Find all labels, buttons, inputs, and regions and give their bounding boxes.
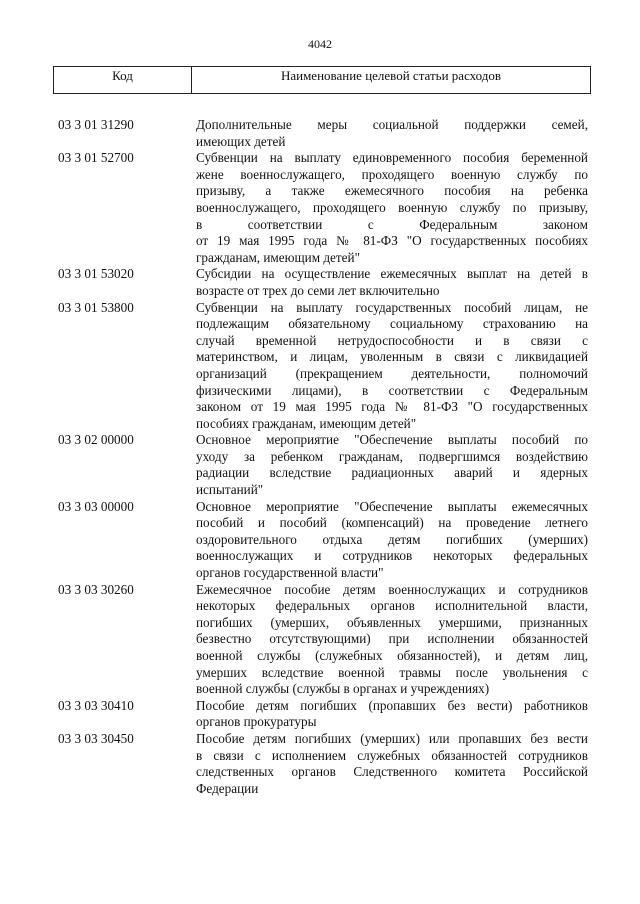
table-row xyxy=(58,117,588,150)
table-row xyxy=(58,150,588,266)
row-code: 03 3 03 30450 xyxy=(58,730,134,746)
row-name-line: военной службы (службы в органах и учреждениях) xyxy=(196,681,490,697)
row-name-line: военнослужащих и сотрудников некоторых федеральных xyxy=(196,548,588,564)
table-row xyxy=(58,499,588,582)
row-name-line: организаций (прекращением деятельности, полномочий xyxy=(196,365,588,381)
table-row xyxy=(58,432,588,498)
row-name xyxy=(196,266,588,299)
row-name-line: гражданам, имеющим детей" xyxy=(196,249,360,265)
row-name-line: пособий и пособий (компенсаций) на проведение летнего xyxy=(196,515,588,531)
row-name-line: органов государственной власти" xyxy=(196,565,384,581)
row-name-line: некоторых федеральных органов исполнительной власти, xyxy=(196,598,588,614)
row-name xyxy=(196,582,588,698)
row-name-line: призыву, а также ежемесячного пособия на ребенка xyxy=(196,183,588,199)
row-code: 03 3 03 30410 xyxy=(58,697,134,713)
row-code: 03 3 01 53020 xyxy=(58,266,134,282)
table-row xyxy=(58,582,588,698)
row-code: 03 3 03 00000 xyxy=(58,498,134,514)
row-code: 03 3 01 52700 xyxy=(58,150,134,166)
row-name-line: Дополнительные меры социальной поддержки семей, xyxy=(196,117,588,132)
row-name-line: возрасте от трех до семи лет включительно xyxy=(196,282,440,298)
row-name-line: погибших (умерших, объявленных умершими, признанных xyxy=(196,614,588,630)
row-code: 03 3 01 31290 xyxy=(58,117,134,132)
row-name-line: физическими лицами), в соответствии с Федеральным xyxy=(196,382,588,398)
row-code: 03 3 03 30260 xyxy=(58,581,134,597)
row-name-line: Основное мероприятие "Обеспечение выплаты ежемесячных xyxy=(196,498,588,514)
row-name xyxy=(196,432,588,498)
row-name-line: имеющих детей xyxy=(196,133,286,149)
row-name-line: от 19 мая 1995 года № 81-ФЗ "О государственных пособиях xyxy=(196,233,588,249)
row-name-line: Субвенции на выплату государственных пособий лицам, не xyxy=(196,299,588,315)
row-name-line: Ежемесячное пособие детям военнослужащих и сотрудников xyxy=(196,581,588,597)
row-code: 03 3 02 00000 xyxy=(58,432,134,448)
table-row xyxy=(58,300,588,433)
row-name xyxy=(196,150,588,266)
row-name-line: военной службы (служебных обязанностей), и детям лиц, xyxy=(196,648,588,663)
row-name-line: жене военнослужащего, проходящего военную службу по xyxy=(196,166,588,182)
row-name xyxy=(196,698,588,731)
row-name-line: подлежащим обязательному социальному страхованию на xyxy=(196,316,588,332)
row-name-line: Пособие детям погибших (пропавших без вести) работников xyxy=(196,697,588,713)
row-code: 03 3 01 53800 xyxy=(58,299,134,315)
row-name-line: законом от 19 мая 1995 года № 81-ФЗ "О государственных xyxy=(196,399,588,415)
row-name xyxy=(196,499,588,582)
row-name-line: следственных органов Следственного комитета Российской xyxy=(196,764,588,780)
row-name-line: безвестно отсутствующими) при исполнении обязанностей xyxy=(196,631,588,647)
row-name-line: Федерации xyxy=(196,780,259,796)
row-name-line: радиации вследствие радиационных аварий и ядерных xyxy=(196,465,588,481)
row-name-line: органов прокуратуры xyxy=(196,714,317,730)
row-name-line: в соответствии с Федеральным законом xyxy=(196,216,588,232)
table-row xyxy=(58,698,588,731)
table-header xyxy=(53,66,591,94)
row-name-line: уходу за ребенком гражданам, подвергшимся воздействию xyxy=(196,448,588,464)
header-name-cell: Наименование целевой статьи расходов xyxy=(280,68,502,83)
row-name-line: военнослужащего, проходящего военную службу по призыву, xyxy=(196,199,588,215)
row-name-line: испытаний" xyxy=(196,482,264,498)
header-code-cell: Код xyxy=(54,67,192,93)
table-row xyxy=(58,731,588,797)
table-body xyxy=(58,117,588,797)
row-name-line: Пособие детям погибших (умерших) или пропавших без вести xyxy=(196,730,588,746)
row-name xyxy=(196,300,588,433)
row-name-line: умерших вследствие военной травмы после увольнения с xyxy=(196,664,588,680)
row-name-line: Субвенции на выплату единовременного пособия беременной xyxy=(196,150,588,166)
row-name xyxy=(196,731,588,797)
table-row xyxy=(58,266,588,299)
row-name-line: материнством, и лицам, уволенным в связи с ликвидацией xyxy=(196,349,588,365)
row-name-line: оздоровительного отдыха детям погибших (умерших) xyxy=(196,531,588,547)
row-name xyxy=(196,117,588,150)
row-name-line: Субсидии на осуществление ежемесячных выплат на детей в xyxy=(196,266,588,282)
row-name-line: пособиях гражданам, имеющим детей" xyxy=(196,415,417,431)
row-name-line: случай временной нетрудоспособности и в связи с xyxy=(196,332,588,348)
row-name-line: в связи с исполнением служебных обязанностей сотрудников xyxy=(196,747,588,763)
row-name-line: Основное мероприятие "Обеспечение выплаты пособий по xyxy=(196,432,588,448)
page-number: 4042 xyxy=(308,37,332,51)
